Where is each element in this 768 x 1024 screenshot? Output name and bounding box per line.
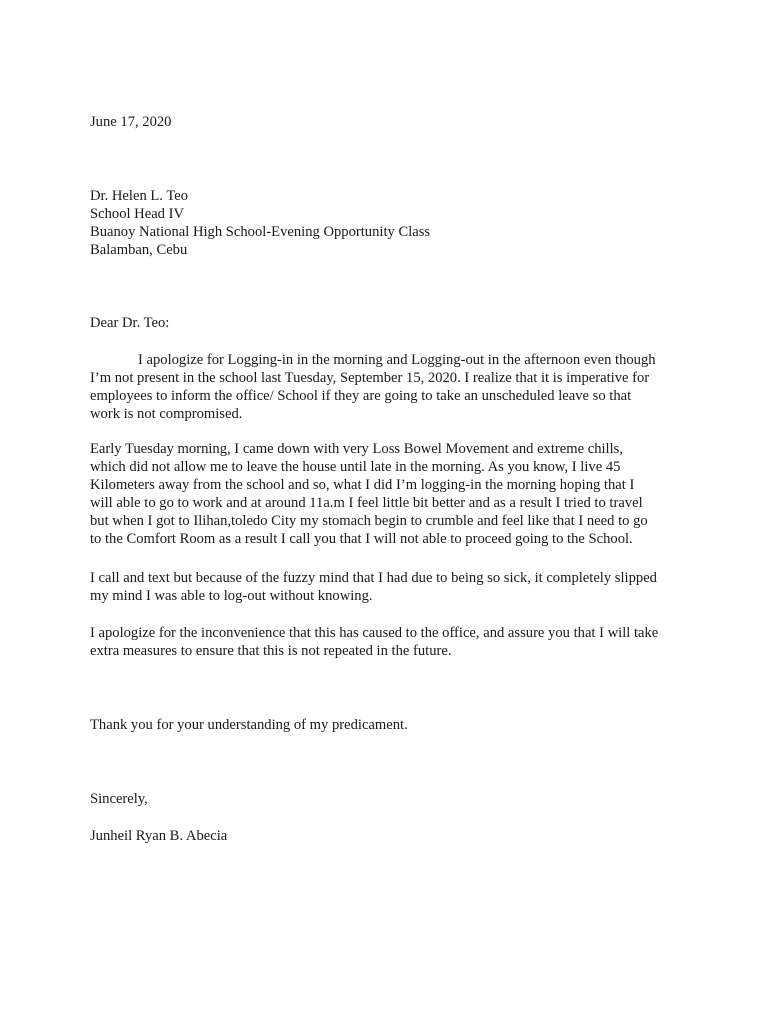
paragraph-line: which did not allow me to leave the house until late in the morning. As you know, I live 45 xyxy=(90,459,621,475)
paragraph-line: Kilometers away from the school and so, what I did I’m logging-in the morning hoping that I xyxy=(90,477,635,493)
recipient-title: School Head IV xyxy=(90,206,185,222)
paragraph-line: I apologize for the inconvenience that this has caused to the office, and assure you that I will take xyxy=(90,625,659,641)
signature-name: Junheil Ryan B. Abecia xyxy=(90,828,228,844)
paragraph-line: I apologize for Logging-in in the morning and Logging-out in the afternoon even though xyxy=(138,352,656,368)
paragraph-line: extra measures to ensure that this is not repeated in the future. xyxy=(90,643,452,659)
body-paragraph-1 xyxy=(90,351,690,423)
paragraph-line: I’m not present in the school last Tuesday, September 15, 2020. I realize that it is imperative for xyxy=(90,370,650,386)
paragraph-line: my mind I was able to log-out without knowing. xyxy=(90,588,373,604)
body-paragraph-3 xyxy=(90,569,690,605)
letter-date: June 17, 2020 xyxy=(90,114,172,130)
body-paragraph-2 xyxy=(90,440,690,548)
recipient-location: Balamban, Cebu xyxy=(90,242,188,258)
paragraph-line: but when I got to Ilihan,toledo City my stomach begin to crumble and feel like that I need to go xyxy=(90,513,648,529)
paragraph-line: Early Tuesday morning, I came down with very Loss Bowel Movement and extreme chills, xyxy=(90,441,623,457)
body-paragraph-4 xyxy=(90,624,690,660)
paragraph-line: will able to go to work and at around 11a.m I feel little bit better and as a result I tried to travel xyxy=(90,495,643,511)
salutation: Dear Dr. Teo: xyxy=(90,315,170,331)
paragraph-line: to the Comfort Room as a result I call you that I will not able to proceed going to the School. xyxy=(90,531,633,547)
thanks-line: Thank you for your understanding of my predicament. xyxy=(90,717,408,733)
paragraph-line: work is not compromised. xyxy=(90,406,243,422)
paragraph-line: I call and text but because of the fuzzy mind that I had due to being so sick, it completely slipped xyxy=(90,570,657,586)
paragraph-line: employees to inform the office/ School if they are going to take an unscheduled leave so that xyxy=(90,388,632,404)
recipient-organization: Buanoy National High School-Evening Opportunity Class xyxy=(90,224,431,240)
recipient-name: Dr. Helen L. Teo xyxy=(90,188,189,204)
closing: Sincerely, xyxy=(90,791,148,807)
